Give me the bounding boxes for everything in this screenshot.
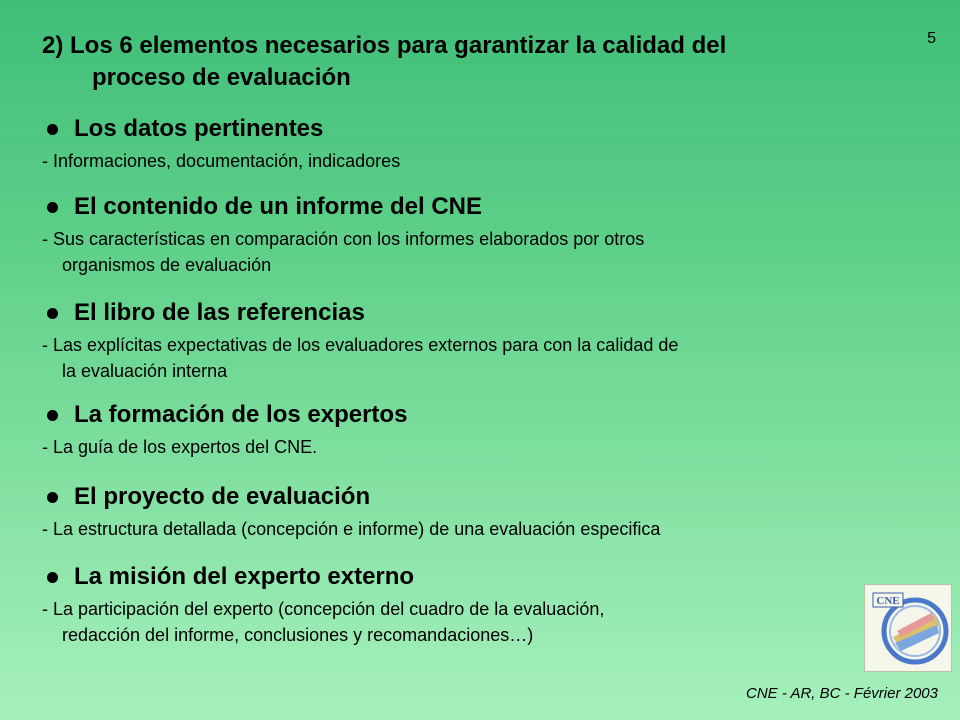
bullet-icon [47,202,58,213]
section-description: - Informaciones, documentación, indicadores [42,151,401,171]
footer-credit: CNE - AR, BC - Février 2003 [746,685,938,702]
section-description-continued: redacción del informe, conclusiones y recomandaciones…) [62,625,534,645]
section-description: - La participación del experto (concepción del cuadro de la evaluación, [42,599,605,619]
section-formacion-expertos [42,400,902,460]
section-proyecto-evaluacion [42,482,902,542]
section-description: - Las explícitas expectativas de los evaluadores externos para con la calidad de [42,335,679,355]
section-heading: El proyecto de evaluación [74,483,371,510]
section-libro-referencias [42,298,902,384]
section-mision-experto [42,562,902,648]
svg-text:CNE: CNE [876,595,900,607]
section-heading: La misión del experto externo [74,563,415,590]
bullet-icon [47,308,58,319]
bullet-icon [47,124,58,135]
slide-title [42,30,842,94]
section-heading: Los datos pertinentes [74,115,324,142]
bullet-icon [47,492,58,503]
section-description-continued: la evaluación interna [62,361,228,381]
slide-number: 5 [927,30,936,47]
section-description: - La guía de los expertos del CNE. [42,437,318,457]
section-description: - Sus características en comparación con los informes elaborados por otros [42,229,645,249]
bullet-icon [47,572,58,583]
section-heading: El contenido de un informe del CNE [74,193,483,220]
title-line-1: 2) Los 6 elementos necesarios para garantizar la calidad del [42,32,727,59]
section-description-continued: organismos de evaluación [62,255,272,275]
section-heading: El libro de las referencias [74,299,365,326]
section-datos-pertinentes [42,114,902,174]
section-description: - La estructura detallada (concepción e informe) de una evaluación especifica [42,519,661,539]
bullet-icon [47,410,58,421]
section-contenido-informe [42,192,902,278]
cne-logo-icon [864,584,952,672]
section-heading: La formación de los expertos [74,401,408,428]
title-line-2: proceso de evaluación [92,64,351,91]
